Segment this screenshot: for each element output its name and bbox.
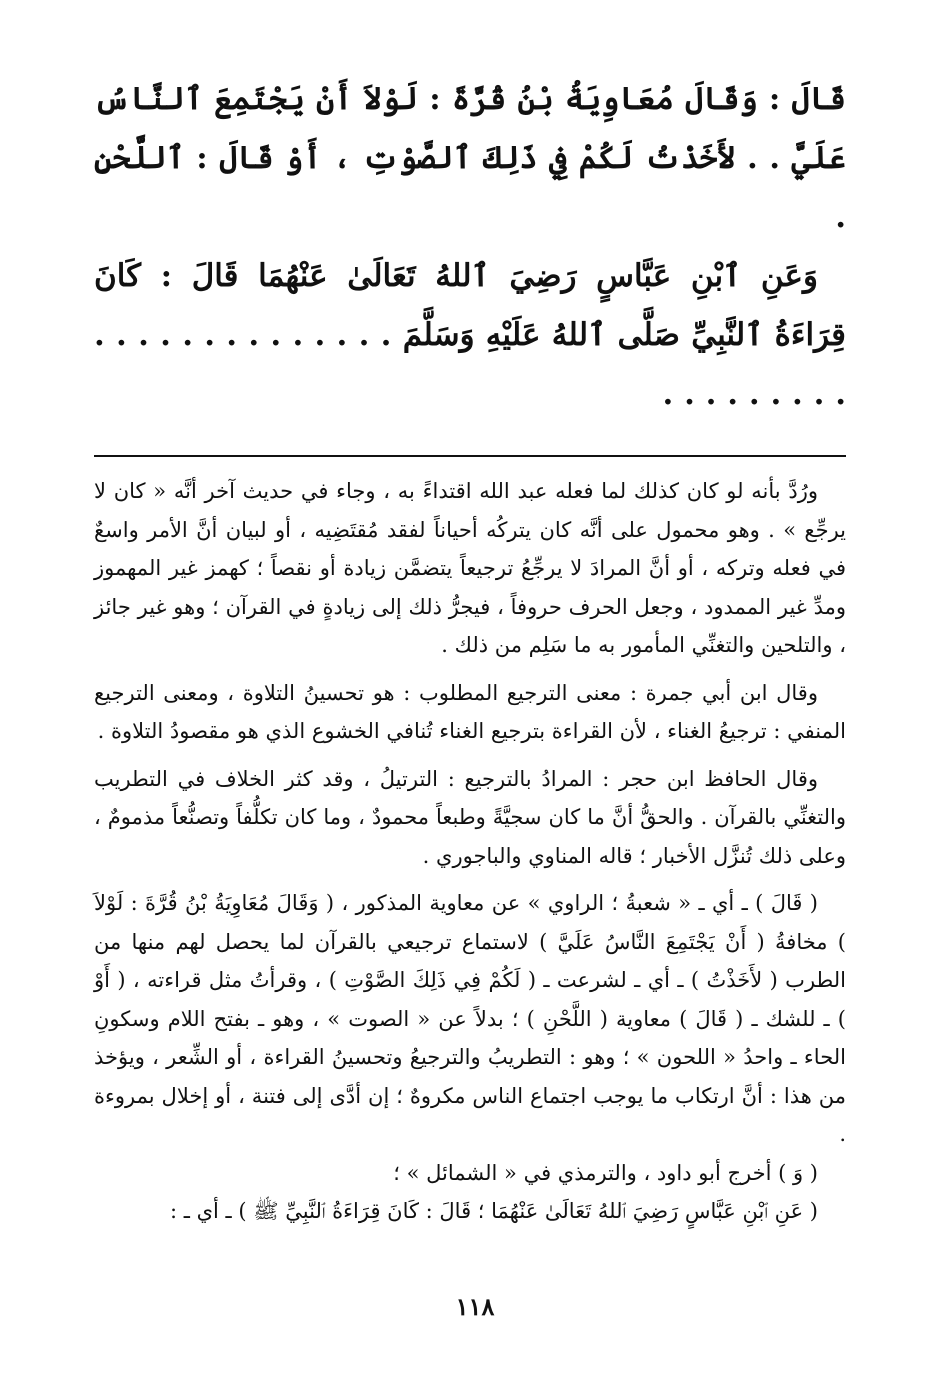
hadith-paragraph: قَالَ : وَقَالَ مُعَاوِيَةُ بْنُ قُرَّةَ : لَوْلاَ أَنْ يَجْتَمِعَ ٱلنَّاسُ عَلَيَّ . . لأَخَذْتُ لَكُمْ فِي ذَلِكَ ٱلصَّوْتِ ، أَوْ قَالَ : ٱللَّحْنِ . — [94, 81, 846, 235]
commentary-paragraph: وقال الحافظ ابن حجر : المرادُ بالترجيع : الترتيلُ ، وقد كثر الخلاف في التطريب والتغنِّي بالقرآن . والحقُّ أنَّ ما كان سجيَّةً وطبعاً محمودٌ ، وما كان تكلُّفاً وتصنُّعاً مذمومٌ ، وعلى ذلك تُنزَّل الأخبار ؛ قاله المناوي والباجوري . — [94, 766, 846, 868]
commentary-paragraph: ( عَنِ ٱبْنِ عَبَّاسٍ رَضِيَ ٱللهُ تَعَالَىٰ عَنْهُمَا ؛ قَالَ : كَانَ قِرَاءَةُ ٱلنَّبِيِّ ﷺ ) ـ أي ـ : — [170, 1199, 818, 1223]
commentary-paragraph: ( قَالَ ) ـ أي ـ « شعبةُ ؛ الراوي » عن معاوية المذكور ، ( وَقَالَ مُعَاوِيَةُ بْنُ قُرَّةَ : لَوْلاَ ) مخافةُ ( أَنْ يَجْتَمِعَ النَّاسُ عَلَيَّ ) لاستماع ترجيعي بالقرآن لما يحصل لهم منها من الطرب ( لأَخَذْتُ ) ـ أي ـ لشرعت ـ ( لَكُمْ فِي ذَلِكَ الصَّوْتِ ) ، وقرأتُ مثل قراءته ، ( أَوْ ) ـ للشك ـ ( قَالَ ) معاوية ( اللَّحْنِ ) ؛ بدلاً عن « الصوت » ، وهو ـ بفتح اللام وسكونِ الحاء ـ واحدُ « اللحون » ؛ وهو : التطريبُ والترجيعُ وتحسينُ القراءة ، أو الشِّعر ، ويؤخذ من هذا : أنَّ ارتكاب ما يوجب اجتماع الناس مكروهٌ ؛ إن أدَّى إلى فتنة ، أو إخلال بمروءة . — [94, 891, 846, 1146]
commentary-paragraph: ( وَ ) أخرج أبو داود ، والترمذي في « الشمائل » ؛ — [393, 1160, 818, 1185]
page-number: ١١٨ — [455, 1292, 495, 1321]
footnote-divider — [94, 455, 846, 457]
page-body — [94, 70, 846, 1231]
hadith-paragraph: وَعَنِ ٱبْنِ عَبَّاسٍ رَضِيَ ٱللهُ تَعَالَىٰ عَنْهُمَا قَالَ : كَانَ قِرَاءَةُ ٱلنَّبِيِّ صَلَّى ٱللهُ عَلَيْهِ وَسَلَّمَ . . . . . . . . . . . . . . . . . . . . . . . — [94, 258, 846, 412]
hadith-text — [94, 70, 846, 424]
commentary-text — [94, 472, 846, 1231]
commentary-paragraph: ورُدَّ بأنه لو كان كذلك لما فعله عبد الله اقتداءً به ، وجاء في حديث آخر أنَّه « كان لا يرجِّع » . وهو محمول على أنَّه كان يتركُه أحياناً لفقد مُقتَضِيه ، أو لبيان أنَّ الأمر واسعٌ في فعله وتركه ، أو أنَّ المرادَ لا يرجِّعُ ترجيعاً يتضمَّن زيادة أو نقصاً ؛ كهمز غير المهموز ومدِّ غير الممدود ، وجعل الحرف حروفاً ، فيجرُّ ذلك إلى زيادةٍ في القرآن ؛ وهو غير جائز ، والتلحين والتغنِّي المأمور به ما سَلِم من ذلك . — [94, 479, 846, 657]
commentary-paragraph: وقال ابن أبي جمرة : معنى الترجيع المطلوب : هو تحسينُ التلاوة ، ومعنى الترجيع المنفي : ترجيعُ الغناء ، لأن القراءة بترجيع الغناء تُنافي الخشوع الذي هو مقصودُ التلاوة . — [94, 680, 846, 743]
